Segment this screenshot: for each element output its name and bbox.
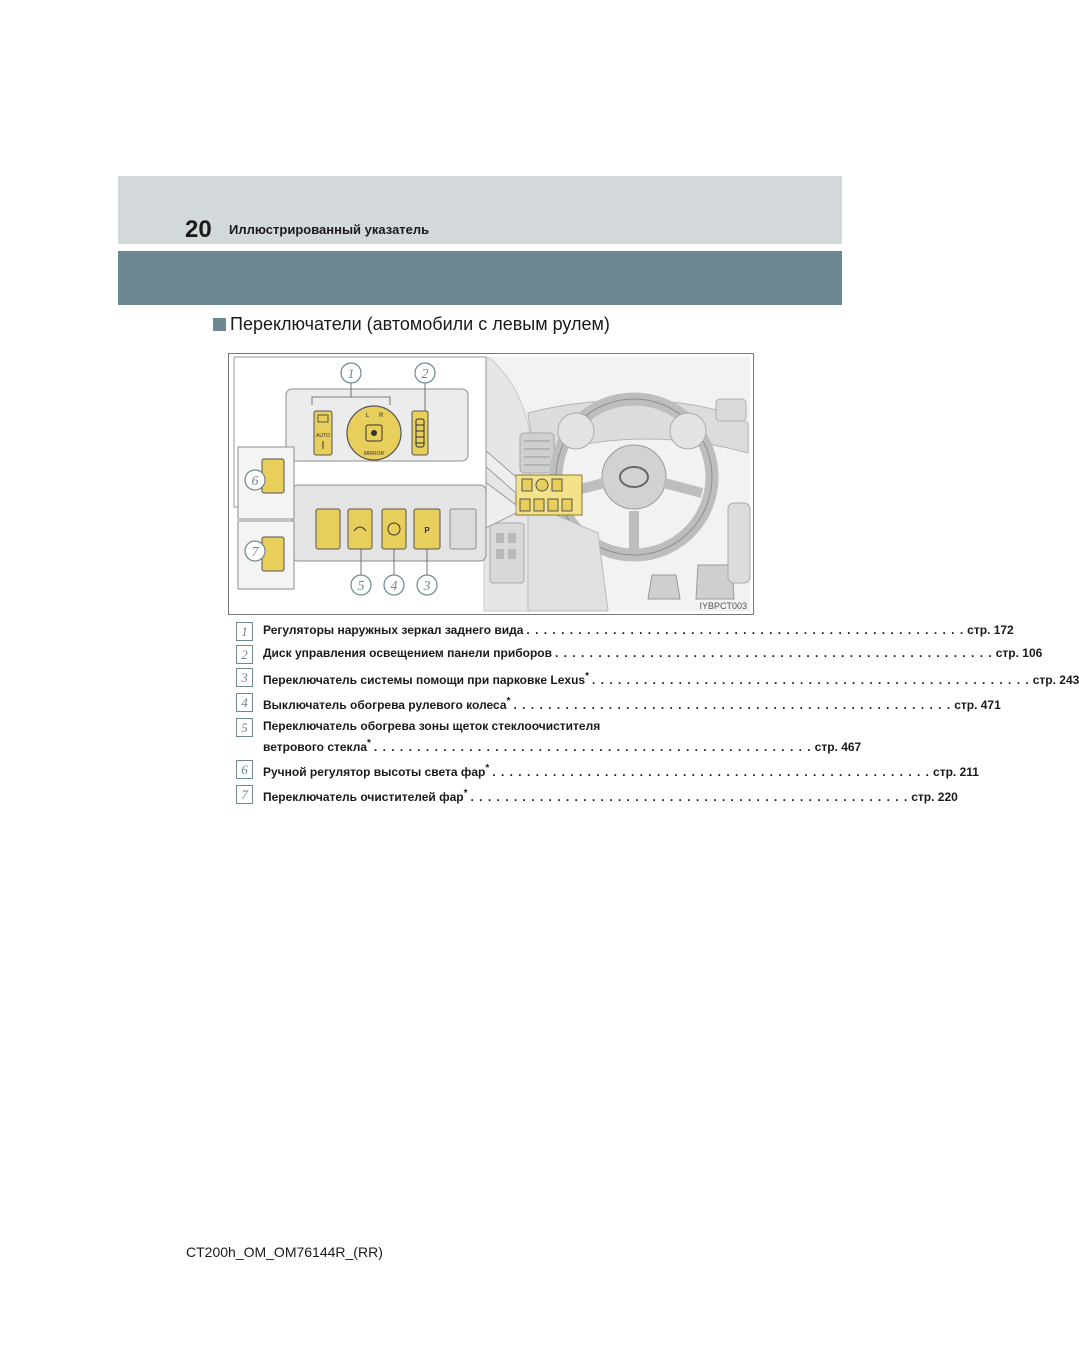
page-ref: стр. 471	[954, 698, 1001, 712]
switches-illustration	[228, 353, 754, 615]
header-title: Иллюстрированный указатель	[229, 222, 430, 237]
item-label: Переключатель системы помощи при парковке Lexus	[263, 673, 586, 687]
callout-1: 1	[347, 367, 355, 382]
list-item: 7 Переключатель очистителей фар* . . . . . . . . . . . . . . . . . . . . . . . . . . . . . . . . . . . . . . . . . . . . . . . . . . . стр. 220	[236, 785, 724, 806]
header-band	[118, 176, 842, 244]
item-number: 2	[236, 645, 253, 664]
page-ref: стр. 211	[933, 765, 979, 779]
item-number: 3	[236, 668, 253, 687]
callout-3: 3	[423, 579, 431, 594]
item-label: Регуляторы наружных зеркал заднего вида	[263, 623, 524, 637]
callout-5: 5	[357, 579, 365, 594]
callout-6: 6	[251, 474, 259, 489]
svg-text:MIRROR: MIRROR	[363, 451, 385, 457]
list-item: 2 Диск управления освещением панели приборов . . . . . . . . . . . . . . . . . . . . . . . . . . . . . . . . . . . . . . . . . . . . . . . . . . . стр. 106	[236, 645, 724, 664]
section-title: Переключатели (автомобили с левым рулем)	[230, 314, 610, 334]
footnote-star: *	[506, 696, 511, 707]
footnote-star: *	[367, 738, 371, 749]
svg-text:R: R	[379, 413, 384, 419]
item-label: ветрового стекла	[263, 740, 367, 754]
list-item: 5 Переключатель обогрева зоны щеток стеклоочистителя ветрового стекла* . . . . . . . . . . . . . . . . . . . . . . . . . . . . . . . . . . . . . . . . . . . . . . . . . . . стр. 467	[236, 718, 724, 756]
callout-2: 2	[421, 367, 429, 382]
item-label: Выключатель обогрева рулевого колеса	[263, 698, 507, 712]
page-ref: стр. 106	[995, 646, 1043, 660]
svg-text:AUTO: AUTO	[316, 433, 330, 439]
item-label: Ручной регулятор высоты света фар	[263, 765, 486, 779]
page-number: 20	[185, 216, 212, 243]
item-number: 7	[236, 785, 253, 804]
item-label-line1: Переключатель обогрева зоны щеток стеклоочистителя	[263, 719, 601, 733]
item-number: 5	[236, 718, 253, 737]
footnote-star: *	[485, 763, 490, 774]
items-list	[236, 622, 1079, 810]
item-label: Переключатель очистителей фар	[263, 790, 464, 804]
figure-code: IYBPCT003	[699, 601, 747, 611]
footnote-star: *	[585, 671, 589, 682]
footnote-star: *	[463, 788, 468, 799]
page-ref: стр. 172	[967, 623, 1014, 637]
svg-text:L: L	[366, 413, 370, 419]
section-marker	[213, 318, 226, 331]
item-number: 1	[236, 622, 253, 641]
header-bar	[118, 251, 842, 305]
footer-code: CT200h_OM_OM76144R_(RR)	[186, 1244, 383, 1260]
callout-7: 7	[251, 545, 259, 560]
callout-4: 4	[390, 579, 398, 594]
svg-text:P: P	[424, 526, 430, 535]
list-item: 4 Выключатель обогрева рулевого колеса* . . . . . . . . . . . . . . . . . . . . . . . . . . . . . . . . . . . . . . . . . . . . . . . . . . . стр. 471	[236, 693, 724, 714]
page-ref: стр. 243	[1032, 673, 1079, 687]
page-ref: стр. 220	[911, 790, 958, 804]
item-number: 4	[236, 693, 253, 712]
list-item: 6 Ручной регулятор высоты света фар* . . . . . . . . . . . . . . . . . . . . . . . . . . . . . . . . . . . . . . . . . . . . . . . . . . . стр. 211	[236, 760, 724, 781]
list-item: 3 Переключатель системы помощи при парковке Lexus* . . . . . . . . . . . . . . . . . . . . . . . . . . . . . . . . . . . . . . . . . . . . . . . . . . . стр. 243	[236, 668, 724, 689]
item-label: Диск управления освещением панели приборов	[263, 646, 552, 660]
item-number: 6	[236, 760, 253, 779]
page-ref: стр. 467	[814, 740, 862, 754]
list-item: 1 Регуляторы наружных зеркал заднего вида . . . . . . . . . . . . . . . . . . . . . . . . . . . . . . . . . . . . . . . . . . . . . . . . . . . стр. 172	[236, 622, 724, 641]
